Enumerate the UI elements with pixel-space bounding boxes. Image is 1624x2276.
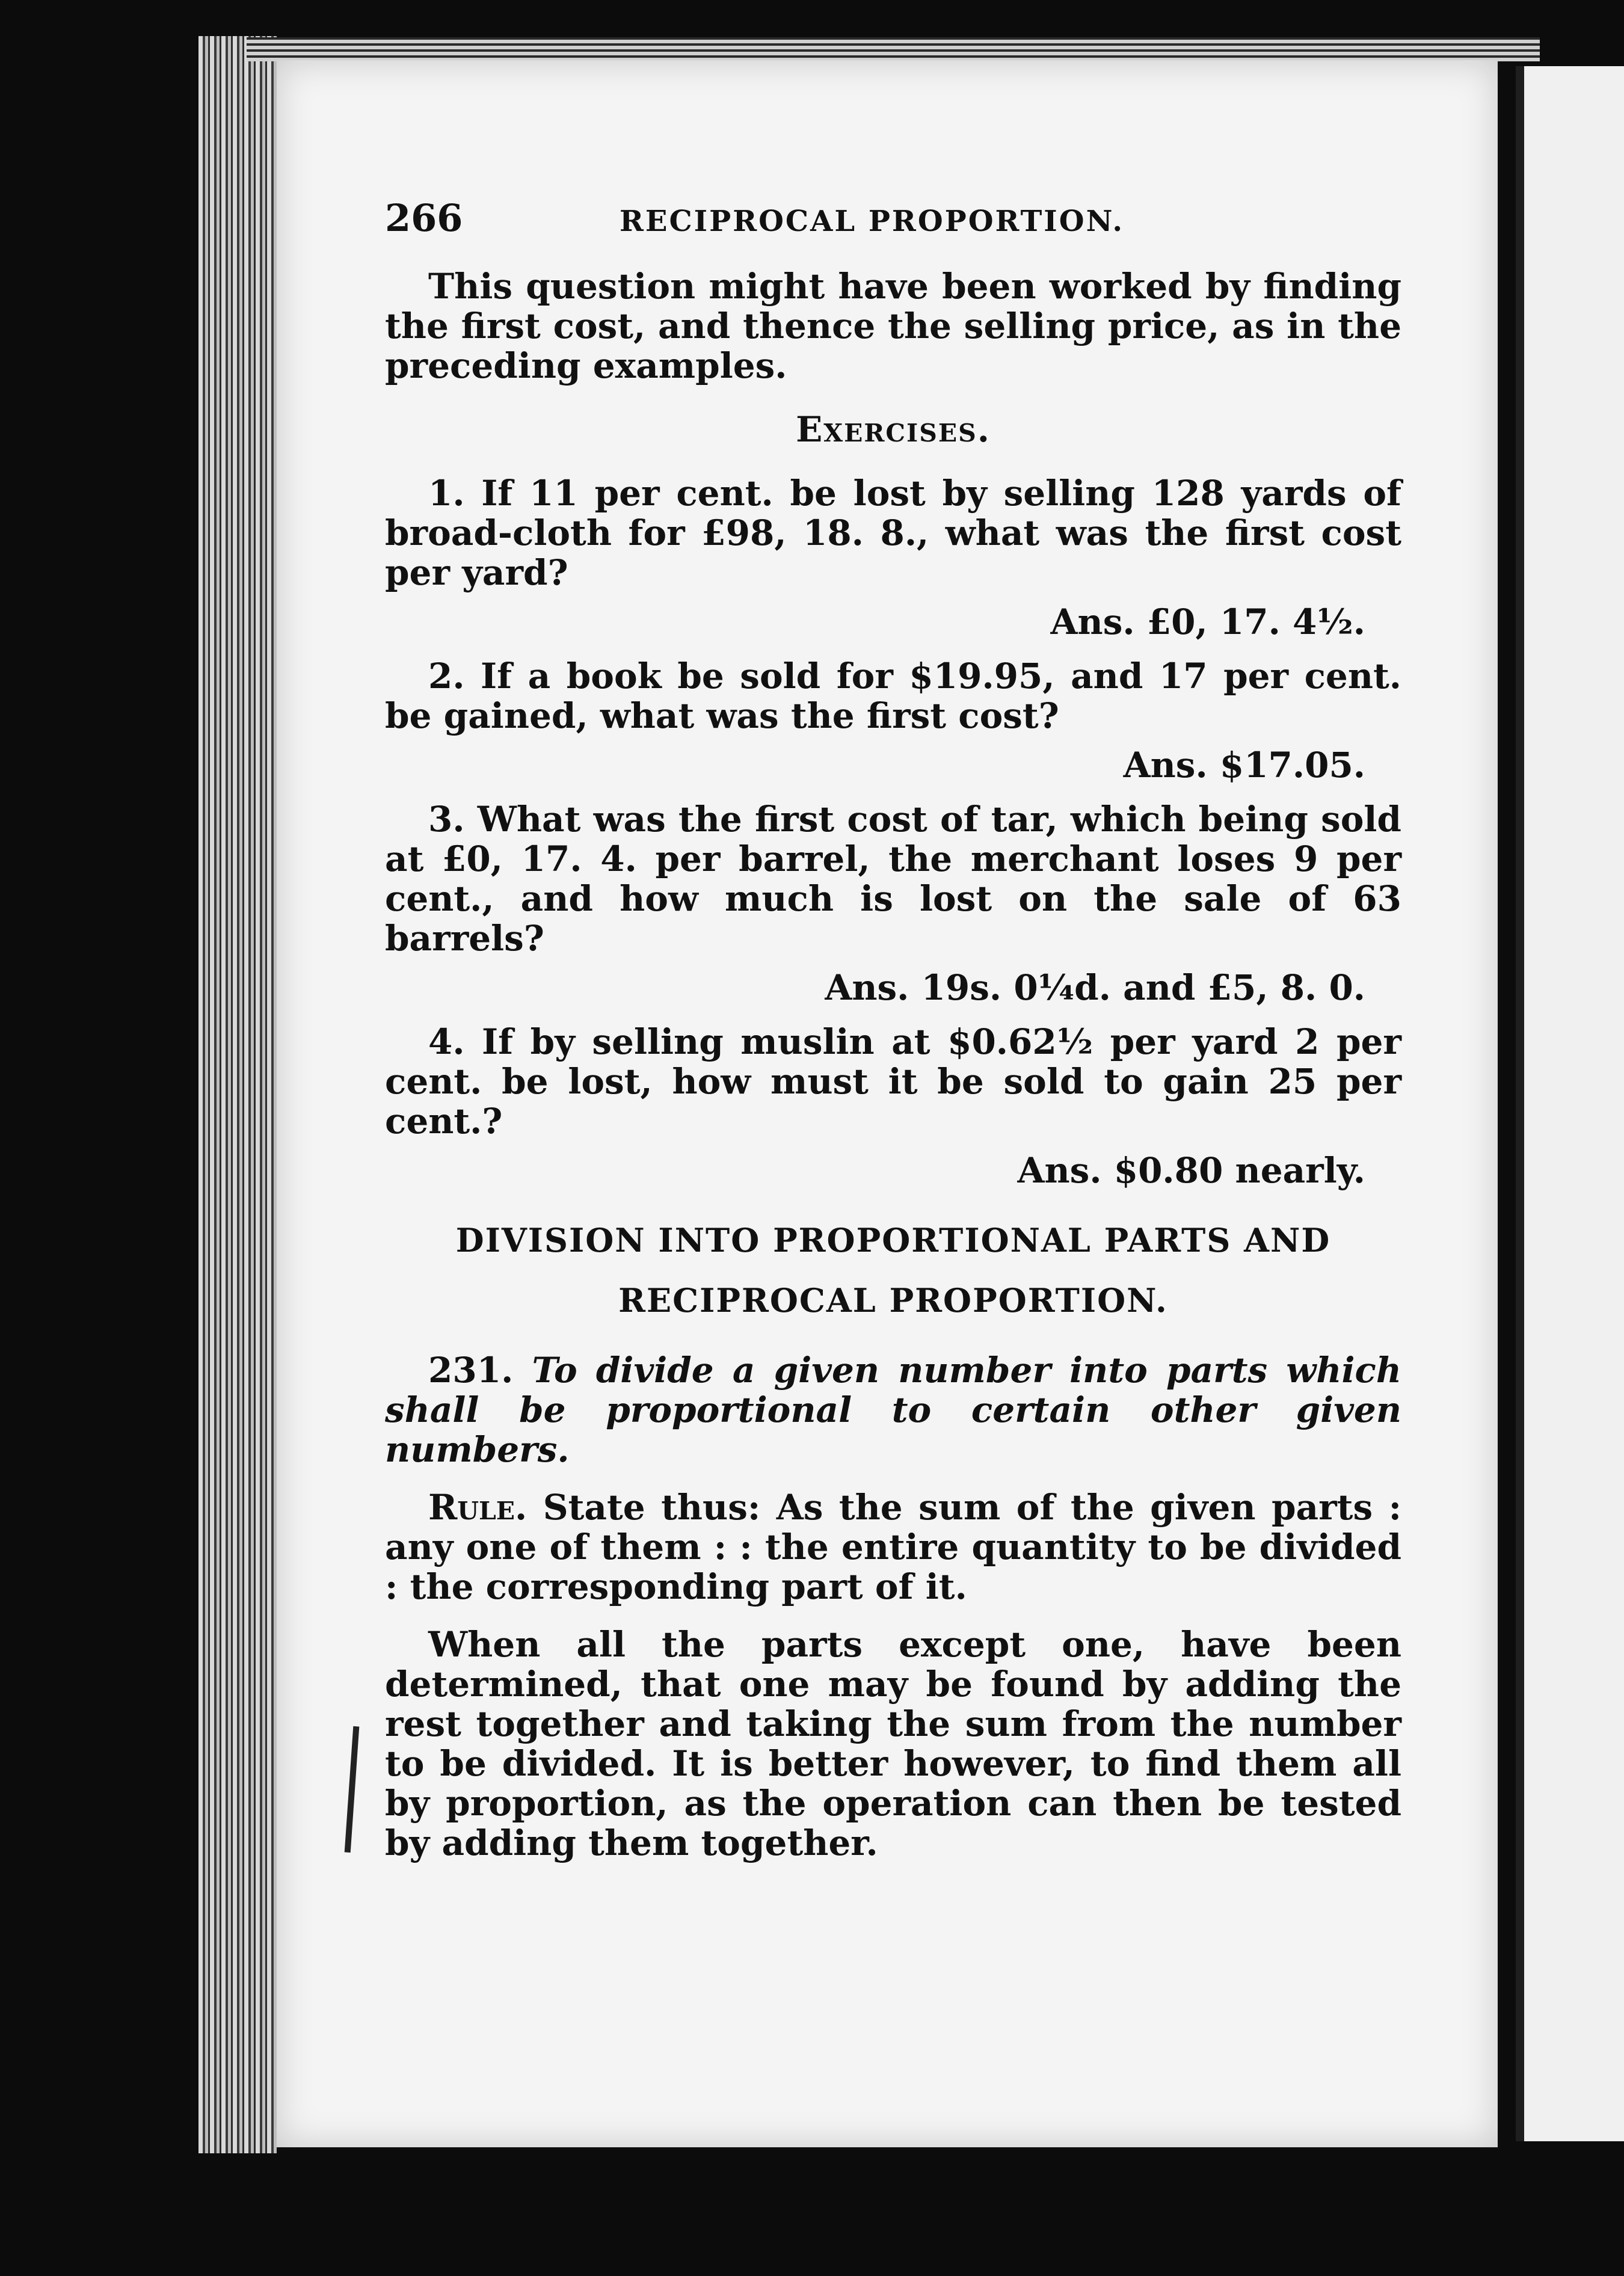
exercise-3-answer: Ans. 19s. 0¼d. and £5, 8. 0. (825, 967, 1365, 1008)
exercise-1: 1. If 11 per cent. be lost by selling 128 yards of broad-cloth for £98, 18. 8., what was the first cost per yard? (385, 473, 1401, 593)
exercise-2-answer: Ans. $17.05. (1123, 745, 1365, 786)
rule-paragraph (385, 1487, 1401, 1607)
article-231 (385, 1350, 1401, 1469)
note-paragraph: When all the parts except one, have been determined, that one may be found by adding the rest together and taking the sum from the number to be divided. It is better however, to find them all by proportion, as the operation can then be tested by adding them together. (385, 1624, 1401, 1863)
page-text (385, 198, 1401, 1881)
intro-paragraph: This question might have been worked by finding the first cost, and thence the selling price, as in the preceding examples. (385, 266, 1401, 386)
exercise-3: 3. What was the first cost of tar, which being sold at £0, 17. 4. per barrel, the merchant loses 9 per cent., and how much is lost on the sale of 63 barrels? (385, 799, 1401, 959)
exercise-4-answer: Ans. $0.80 nearly. (1017, 1150, 1365, 1191)
page-edges-left (198, 36, 277, 2153)
exercises-heading: Exercises. (796, 409, 991, 450)
section-title-line-1: DIVISION INTO PROPORTIONAL PARTS AND (455, 1221, 1331, 1259)
page-edges-top (247, 37, 1540, 61)
exercise-2: 2. If a book be sold for $19.95, and 17 per cent. be gained, what was the first cost? (385, 656, 1401, 736)
running-head (385, 198, 1401, 241)
rule-text: State thus: As the sum of the given parts : any one of them : : the entire quantity to be divided : the corresponding part of it. (385, 1487, 1401, 1607)
facing-page-edge (1516, 66, 1624, 2141)
exercise-4: 4. If by selling muslin at $0.62½ per yard 2 per cent. be lost, how must it be sold to gain 25 per cent.? (385, 1021, 1401, 1142)
rule-label: Rule. (428, 1487, 527, 1528)
running-title: RECIPROCAL PROPORTION. (620, 205, 1125, 238)
page-number: 266 (385, 196, 463, 240)
article-statement: To divide a given number into parts which shall be proportional to certain other given numbers. (385, 1350, 1401, 1470)
section-title-line-2: RECIPROCAL PROPORTION. (618, 1281, 1168, 1320)
exercise-1-answer: Ans. £0, 17. 4½. (1050, 601, 1365, 642)
article-number: 231. (428, 1350, 514, 1391)
